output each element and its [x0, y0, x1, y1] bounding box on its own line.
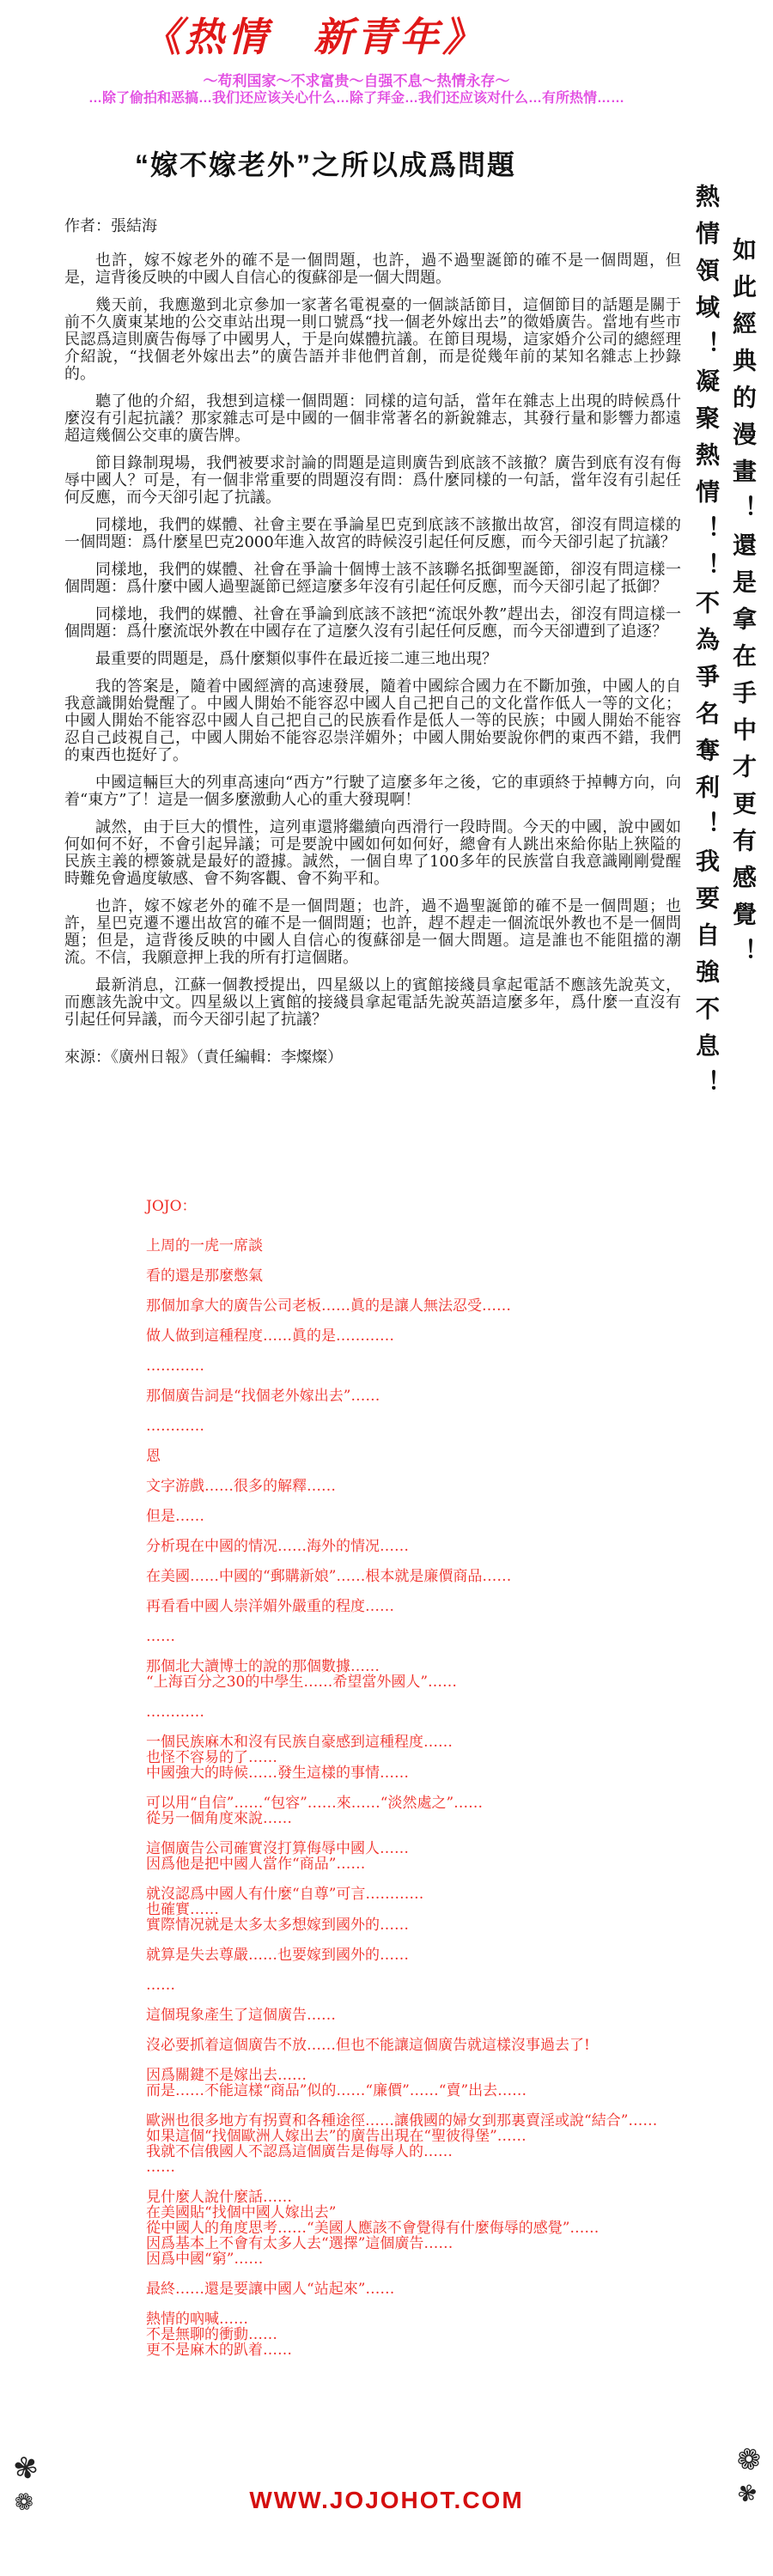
article-title: “嫁不嫁老外”之所以成爲問題 — [134, 149, 516, 180]
masthead — [0, 14, 773, 107]
article-author: 作者：張結海 — [64, 217, 157, 235]
comment-line: “上海百分之30的中學生……希望當外國人”…… — [146, 1674, 458, 1691]
article-paragraph: 同樣地，我們的媒體、社會主要在爭論星巴克到底該不該撤出故宮，卻沒有問這樣的一個問題：爲什麼星巴克2000年進入故宮的時候沒引起任何反應，而今天卻引起了抗議？ — [64, 516, 681, 551]
comment-line: …… — [146, 2159, 175, 2176]
article-paragraph: 同樣地，我們的媒體、社會在爭論到底該不該把“流氓外教”趕出去，卻沒有問這樣一個問題：爲什麼流氓外教在中國存在了這麼久沒有引起任何反應，而今天卻遭到了追逐？ — [64, 605, 681, 641]
comment-line: 在美國貼“找個中國人嫁出去” — [146, 2204, 337, 2221]
comment-line: 再看看中國人崇洋媚外嚴重的程度…… — [146, 1598, 394, 1615]
comment-line: ………… — [146, 1358, 204, 1375]
article-paragraph: 也許，嫁不嫁老外的確不是一個問題；也許，過不過聖誕節的確不是一個問題；也許，星巴克遷不遷出故宮的確不是一個問題；也許，趕不趕走一個流氓外教也不是一個問題；但是，這背後反映的中國人自信心的復蘇卻是一個大問題。這是誰也不能阻擋的潮流。不信，我願意押上我的所有打這個賭。 — [64, 897, 681, 967]
comment-line: 恩 — [146, 1448, 161, 1465]
comment-line: 歐洲也很多地方有拐賣和各種途徑……讓俄國的婦女到那裏賣淫或說“結合”…… — [146, 2112, 658, 2129]
comment-line: 因爲中國“窮”…… — [146, 2251, 264, 2268]
comment-group — [146, 1328, 739, 1344]
comment-group — [146, 1539, 739, 1554]
vertical-caption-column-2: 熱情領域！凝聚熱情！！不為爭名奪利！我要自強不息！ — [693, 184, 720, 1107]
comment-group — [146, 1298, 739, 1314]
comment-list — [146, 1238, 739, 2358]
article-paragraph: 最新消息，江蘇一個教授提出，四星級以上的賓館接綫員拿起電話不應該先說英文，而應該先說中文。四星級以上賓館的接綫員拿起電話先說英語這麼多年，爲什麼一直沒有引起任何异議，而今天卻引起了抗議？ — [64, 976, 681, 1029]
comment-line: 從中國人的角度思考……“美國人應該不會覺得有什麼侮辱的感覺”…… — [146, 2220, 600, 2237]
comment-group — [146, 1569, 739, 1584]
comment-group — [146, 1268, 739, 1284]
comment-line: 可以用“自信”……“包容”……來……“淡然處之”…… — [146, 1795, 484, 1812]
ink-doodle-icon: ❁ — [9, 2487, 38, 2518]
comment-group — [146, 2312, 739, 2358]
masthead-title: 《热情 新青年》 — [142, 14, 485, 60]
comment-line: 做人做到這種程度……眞的是………… — [146, 1327, 394, 1345]
comment-line: 那個北大讀博士的說的那個數據…… — [146, 1658, 380, 1675]
ink-doodle-icon: ✾ — [733, 2478, 760, 2510]
article-paragraph: 中國這輛巨大的列車高速向“西方”行駛了這麼多年之後，它的車頭終于掉轉方向，向着“東方”了！這是一個多麼激動人心的重大發現啊！ — [64, 774, 681, 809]
comment-line: 也怪不容易的了…… — [146, 1749, 277, 1766]
comment-group — [146, 1509, 739, 1524]
comment-line: 文字游戲……很多的解釋…… — [146, 1478, 336, 1495]
comment-line: 因爲關鍵不是嫁出去…… — [146, 2067, 307, 2084]
comment-line: 就算是失去尊嚴……也要嫁到國外的…… — [146, 1947, 409, 1964]
ink-doodle-icon: ✾ — [9, 2449, 42, 2488]
comment-line: 熱情的吶喊…… — [146, 2311, 248, 2328]
comment-group — [146, 1358, 739, 1374]
comment-group — [146, 1704, 739, 1720]
comment-line: 中國強大的時候……發生這樣的事情…… — [146, 1765, 409, 1782]
comment-group — [146, 1419, 739, 1434]
comment-line: 這個現象產生了這個廣告…… — [146, 2007, 336, 2024]
comment-group — [146, 1659, 739, 1690]
comment-line: 就沒認爲中國人有什麼“自尊”可言………… — [146, 1886, 424, 1903]
comment-group — [146, 2113, 739, 2175]
article-paragraph: 節目錄制現場，我們被要求討論的問題是這則廣告到底該不該撤？廣告到底有沒有侮辱中國人？可是，有一個非常重要的問題沒有問：爲什麼同樣的一句話，當年沒有引起任何反應，而今天卻引起了抗議。 — [64, 454, 681, 507]
comment-group — [146, 1479, 739, 1494]
comment-group — [146, 1449, 739, 1464]
comment-group — [146, 1841, 739, 1872]
article-paragraph: 誠然，由于巨大的慣性，這列車還將繼續向西滑行一段時間。今天的中國，說中國如何如何不好，不會引起异議；可是要說中國如何如何好，總會有人跳出來給你貼上狹隘的民族主義的標簽就是最好的證據。誠然，一個自卑了100多年的民族當自我意識剛剛覺醒時難免會過度敏感、會不夠客觀、會不夠平和。 — [64, 818, 681, 888]
comment-group — [146, 1978, 739, 1993]
comment-line: 因爲基本上不會有太多人去“選擇”這個廣告…… — [146, 2235, 453, 2252]
article-body — [64, 252, 681, 1029]
article-source: 來源：《廣州日報》（責任編輯：李燦燦） — [64, 1048, 343, 1066]
masthead-slogan-1: ～苟利国家～不求富贵～自强不息～热情永存～ — [203, 73, 510, 89]
article-paragraph: 聽了他的介紹，我想到這樣一個問題：同樣的這句話，當年在雜志上出現的時候爲什麼沒有引起抗議？那家雜志可是中國的一個非常著名的新銳雜志，其發行量和影響力都遠超這幾個公交車的廣告牌。 — [64, 392, 681, 445]
comment-line: 如果這個“找個歐洲人嫁出去”的廣告出現在“聖彼得堡”…… — [146, 2128, 526, 2145]
comment-author-handle: JOJO： — [146, 1198, 197, 1215]
comment-line: 從另一個角度來說…… — [146, 1810, 292, 1827]
comment-line: ………… — [146, 1418, 204, 1435]
comment-line: 沒必要抓着這個廣告不放……但也不能讓這個廣告就這樣沒事過去了! — [146, 2037, 590, 2054]
ink-doodle-icon: ❁ — [733, 2440, 765, 2480]
comment-group — [146, 1599, 739, 1614]
comment-line: 見什麼人說什麼話…… — [146, 2189, 292, 2206]
comment-line: 實際情况就是太多太多想嫁到國外的…… — [146, 1917, 409, 1934]
comment-group — [146, 2038, 739, 2053]
comment-group — [146, 1947, 739, 1963]
comment-line: 而是……不能這樣“商品”似的……“廉價”……“賣”出去…… — [146, 2082, 527, 2099]
comment-line: 因爲他是把中國人當作“商品”…… — [146, 1856, 366, 1873]
comment-group — [146, 1388, 739, 1404]
comment-line: 我就不信俄國人不認爲這個廣告是侮辱人的…… — [146, 2143, 453, 2160]
comment-group — [146, 2008, 739, 2023]
site-link[interactable]: WWW.JOJOHOT.COM — [249, 2487, 524, 2513]
article-paragraph: 幾天前，我應邀到北京參加一家著名電視臺的一個談話節目，這個節目的話題是關于前不久廣東某地的公交車站出現一則口號爲“找一個老外嫁出去”的徵婚廣告。當地有些市民認爲這則廣告侮辱了中國男人，于是向媒體抗議。在節目現場，這家婚介公司的總經理介紹說，“找個老外嫁出去”的廣告語并非他們首創，而是從幾年前的某知名雜志上抄錄的。 — [64, 296, 681, 383]
article-paragraph: 最重要的問題是，爲什麼類似事件在最近接二連三地出現？ — [95, 650, 497, 668]
comment-line: …… — [146, 1628, 175, 1645]
comment-line: 上周的一虎一席談 — [146, 1237, 263, 1255]
comment-line: …… — [146, 1977, 175, 1994]
footer — [0, 2487, 773, 2514]
comment-line: 分析現在中國的情况……海外的情况…… — [146, 1538, 409, 1555]
comment-group — [146, 1629, 739, 1644]
masthead-slogan-2: …除了偷拍和恶搞…我们还应该关心什么…除了拜金…我们还应该对什么…有所热情…… — [88, 91, 624, 106]
comment-group — [146, 2068, 739, 2099]
comment-line: 不是無聊的衝動…… — [146, 2326, 277, 2343]
comment-line: 在美國……中國的“郵購新娘”……根本就是廉價商品…… — [146, 1568, 512, 1585]
comment-line: 更不是麻木的趴着…… — [146, 2342, 292, 2359]
article — [64, 148, 681, 1066]
comment-line: 但是…… — [146, 1508, 204, 1525]
comment-line: ………… — [146, 1704, 204, 1721]
comment-group — [146, 2190, 739, 2267]
comment-line: 那個加拿大的廣告公司老板……眞的是讓人無法忍受…… — [146, 1297, 511, 1315]
comment-line: 最終……還是要讓中國人“站起來”…… — [146, 2281, 395, 2298]
comment-line: 也確實…… — [146, 1901, 219, 1918]
comment-group — [146, 1238, 739, 1254]
comment-group — [146, 2281, 739, 2297]
vertical-caption-column-1: 如此經典的漫畫！還是拿在手中才更有感覺！ — [730, 237, 757, 975]
comment-group — [146, 1886, 739, 1933]
comment-line: 這個廣告公司確實沒打算侮辱中國人…… — [146, 1840, 409, 1857]
article-paragraph: 我的答案是，隨着中國經濟的高速發展，隨着中國綜合國力在不斷加強，中國人的自我意識開始覺醒了。中國人開始不能容忍中國人自己把自己的文化當作低人一等的文化；中國人開始不能容忍中國人自己把自己的民族看作是低人一等的民族；中國人開始不能容忍自己歧視自己，中國人開始不能容忍崇洋媚外；中國人開始要說你們的東西不錯，我們的東西也挺好了。 — [64, 677, 681, 764]
vertical-caption — [686, 184, 763, 1171]
comment-line: 一個民族麻木和沒有民族自豪感到這種程度…… — [146, 1734, 453, 1751]
article-paragraph: 同樣地，我們的媒體、社會在爭論十個博士該不該聯名抵御聖誕節，卻沒有問這樣一個問題：爲什麼中國人過聖誕節已經這麼多年沒有引起任何反應，而今天卻引起了抵御？ — [64, 561, 681, 596]
comment-section — [146, 1199, 739, 2372]
article-paragraph: 也許，嫁不嫁老外的確不是一個問題，也許，過不過聖誕節的確不是一個問題，但是，這背後反映的中國人自信心的復蘇卻是一個大問題。 — [64, 252, 681, 287]
comment-group — [146, 1735, 739, 1781]
comment-line: 那個廣告詞是“找個老外嫁出去”…… — [146, 1388, 380, 1405]
comment-line: 看的還是那麼憋氣 — [146, 1267, 263, 1285]
comment-group — [146, 1795, 739, 1826]
